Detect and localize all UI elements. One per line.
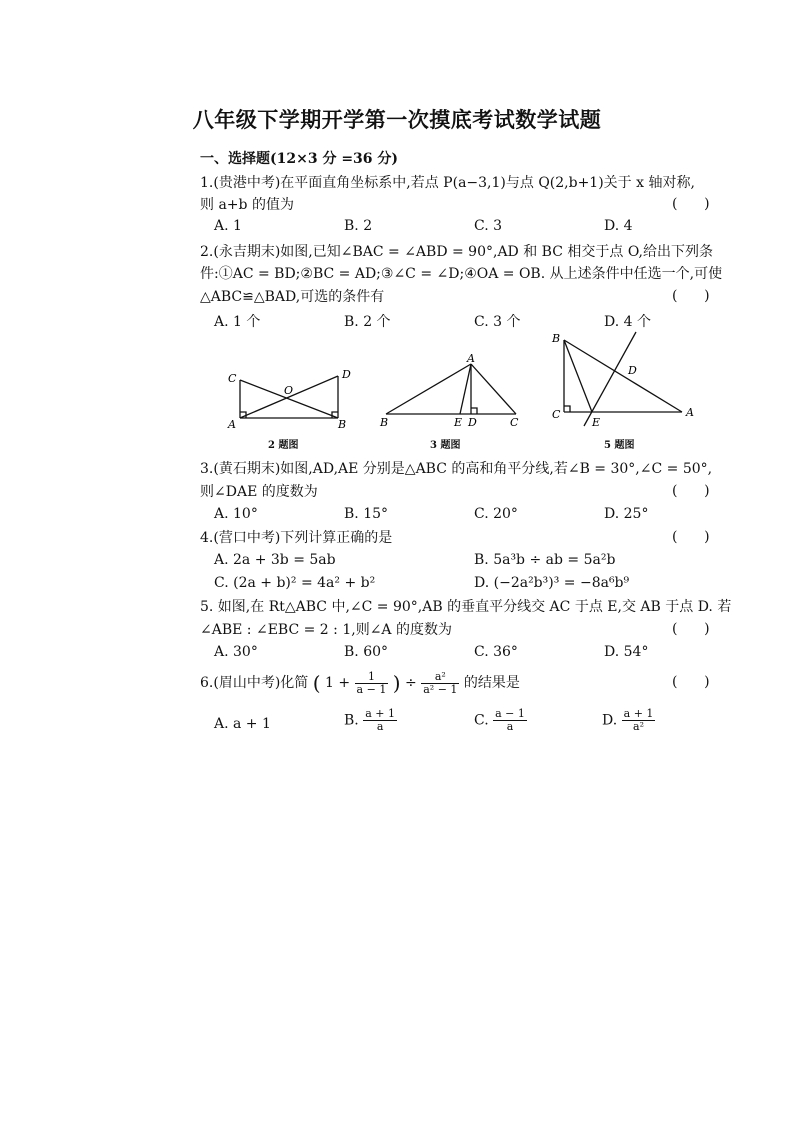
q6-fraction-1-denominator: a − 1: [356, 682, 387, 696]
q6-answer-bracket: ( ): [672, 674, 710, 690]
fig5-label-e: E: [592, 416, 601, 429]
q2-option-b: B. 2 个: [344, 314, 391, 330]
fig3-label-a: A: [467, 352, 475, 365]
fig5-label-a: A: [686, 406, 694, 419]
q3-option-d: D. 25°: [604, 506, 649, 522]
q4-option-b: B. 5a³b ÷ ab = 5a²b: [474, 552, 616, 568]
fig5-caption: 5 题图: [604, 440, 635, 451]
q1-option-b: B. 2: [344, 218, 373, 234]
fig5-segment-be: [564, 340, 592, 412]
q6-option-d-label: D.: [602, 712, 618, 729]
fig5-label-c: C: [552, 408, 561, 421]
q2-option-a: A. 1 个: [214, 314, 261, 330]
q6-line1: [200, 668, 720, 698]
fig3-label-b: B: [380, 416, 389, 429]
q4-option-a: A. 2a + 3b = 5ab: [214, 552, 336, 568]
figure-q3: [376, 352, 526, 432]
q4-option-c: C. (2a + b)² = 4a² + b²: [214, 575, 376, 591]
fig5-label-d: D: [628, 364, 637, 377]
fig3-segment-ac: [471, 364, 516, 414]
figure-q2: [220, 362, 360, 432]
fig3-label-e: E: [454, 416, 463, 429]
q6-divide-sign: ÷: [405, 675, 417, 691]
q1-answer-bracket: ( ): [672, 196, 710, 212]
q2-line2: 件:①AC = BD;②BC = AD;③∠C = ∠D;④OA = OB. 从上述条件中任选一个,可使: [200, 266, 723, 282]
fig2-caption: 2 题图: [268, 440, 299, 451]
fig2-label-c: C: [228, 372, 237, 385]
q6-option-c: [474, 708, 527, 733]
q6-option-d: [602, 708, 655, 733]
q5-option-b: B. 60°: [344, 644, 389, 660]
q3-line2: 则∠DAE 的度数为: [200, 484, 318, 500]
q6-option-c-numerator: a − 1: [495, 707, 525, 720]
q2-option-c: C. 3 个: [474, 314, 521, 330]
figure-q5: [546, 330, 706, 432]
q2-option-d: D. 4 个: [604, 314, 651, 330]
fig5-label-b: B: [552, 332, 561, 345]
q6-option-b-numerator: a + 1: [365, 707, 395, 720]
q2-answer-bracket: ( ): [672, 288, 710, 304]
section-heading: 一、选择题(12×3 分 =36 分): [200, 151, 399, 167]
q4-answer-bracket: ( ): [672, 529, 710, 545]
q6-right-paren: ): [392, 671, 401, 695]
fig5-right-angle-c: [564, 406, 570, 412]
q3-option-c: C. 20°: [474, 506, 518, 522]
q6-option-b-fraction: [363, 708, 397, 733]
q6-option-c-label: C.: [474, 712, 489, 729]
q1-line2: 则 a+b 的值为: [200, 197, 294, 213]
q5-line2: ∠ABE : ∠EBC = 2 : 1,则∠A 的度数为: [200, 622, 452, 638]
q6-option-d-numerator: a + 1: [623, 707, 654, 720]
q6-option-c-denominator: a: [506, 720, 514, 733]
q1-option-d: D. 4: [604, 218, 633, 234]
q6-fraction-1-numerator: 1: [355, 671, 389, 684]
q2-line3: △ABC≌△BAD,可选的条件有: [200, 289, 385, 305]
fig3-label-d: D: [468, 416, 477, 429]
q6-fraction-2-denominator: a² − 1: [423, 682, 458, 696]
q5-option-d: D. 54°: [604, 644, 649, 660]
q4-line1: 4.(营口中考)下列计算正确的是: [200, 530, 393, 546]
q6-fraction-1: [355, 671, 389, 696]
q6-option-b-label: B.: [344, 712, 359, 729]
fig5-segment-ba: [564, 340, 682, 412]
page-title: 八年级下学期开学第一次摸底考试数学试题: [192, 107, 602, 132]
q6-suffix: 的结果是: [463, 675, 520, 691]
q6-option-b-denominator: a: [376, 720, 384, 733]
q3-option-b: B. 15°: [344, 506, 389, 522]
q3-line1: 3.(黄石期末)如图,AD,AE 分别是△ABC 的高和角平分线,若∠B = 30°,∠C = 50°,: [200, 461, 713, 477]
q6-left-paren: (: [312, 671, 321, 695]
q5-line1: 5. 如图,在 Rt△ABC 中,∠C = 90°,AB 的垂直平分线交 AC 于点 E,交 AB 于点 D. 若: [200, 599, 732, 615]
q6-option-a: A. a + 1: [214, 716, 271, 732]
q6-option-b: [344, 708, 397, 733]
q2-line1: 2.(永吉期末)如图,已知∠BAC = ∠ABD = 90°,AD 和 BC 相交于点 O,给出下列条: [200, 244, 713, 260]
q4-option-d: D. (−2a²b³)³ = −8a⁶b⁹: [474, 575, 630, 591]
q6-fraction-2-numerator: a²: [421, 671, 459, 684]
q6-fraction-2: [421, 671, 459, 696]
q1-line1: 1.(贵港中考)在平面直角坐标系中,若点 P(a−3,1)与点 Q(2,b+1)关于 x 轴对称,: [200, 175, 695, 191]
q5-answer-bracket: ( ): [672, 621, 710, 637]
fig3-right-angle-d: [471, 408, 477, 414]
q6-option-d-fraction: [622, 708, 656, 733]
fig2-label-o: O: [284, 384, 294, 397]
fig2-label-b: B: [338, 418, 347, 431]
q3-answer-bracket: ( ): [672, 483, 710, 499]
q5-option-c: C. 36°: [474, 644, 518, 660]
q6-one-plus: 1 +: [325, 675, 351, 691]
fig3-caption: 3 题图: [430, 440, 461, 451]
q6-prefix: 6.(眉山中考)化简: [200, 675, 309, 691]
q1-option-a: A. 1: [214, 218, 242, 234]
q3-option-a: A. 10°: [214, 506, 258, 522]
fig2-label-a: A: [228, 418, 236, 431]
fig2-label-d: D: [342, 368, 351, 381]
fig3-segment-ab: [386, 364, 471, 414]
q6-option-c-fraction: [493, 708, 527, 733]
q5-option-a: A. 30°: [214, 644, 258, 660]
fig3-bisector-ae: [460, 364, 471, 414]
q1-option-c: C. 3: [474, 218, 503, 234]
q6-option-d-denominator: a²: [633, 720, 645, 733]
fig3-label-c: C: [510, 416, 519, 429]
